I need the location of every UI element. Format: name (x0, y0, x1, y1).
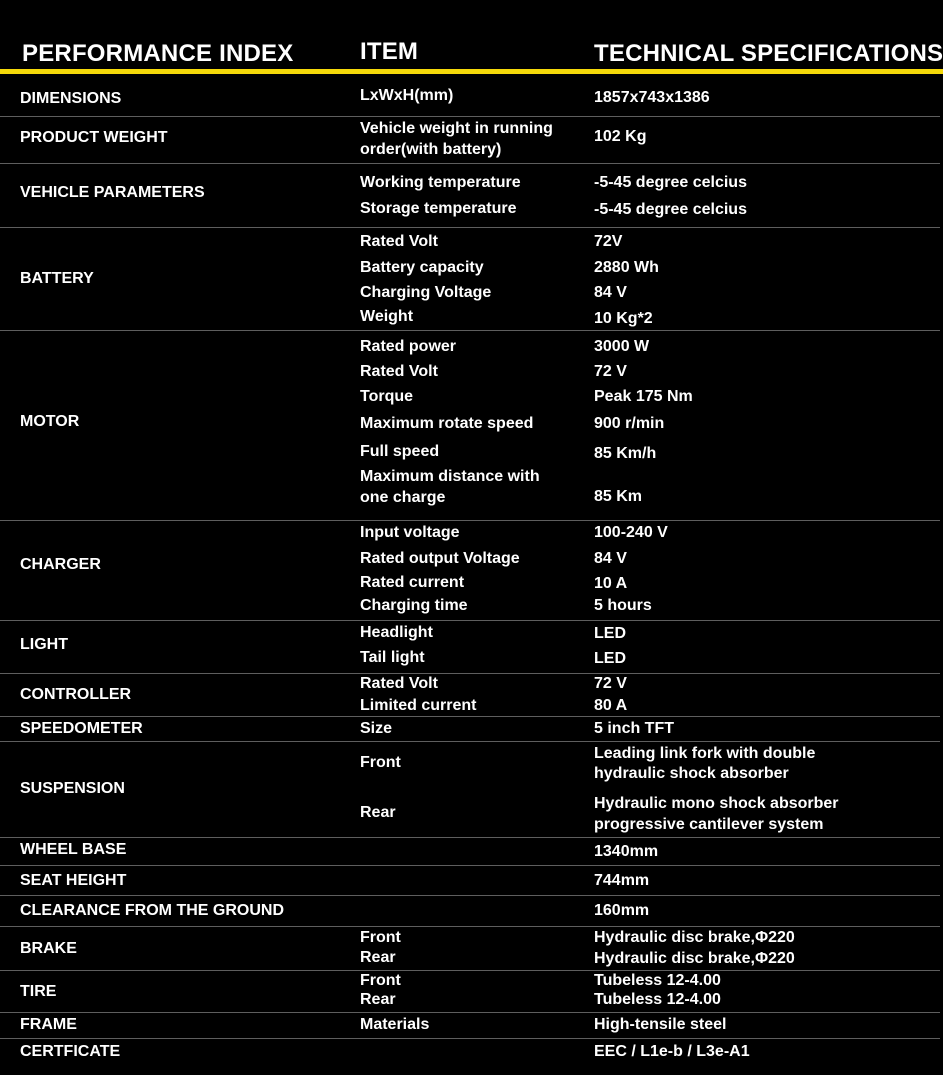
item-label: Charging time (360, 597, 468, 614)
item-label: Rated current (360, 574, 465, 591)
section-label: MOTOR (20, 413, 80, 430)
item-label: Working temperature (360, 174, 521, 191)
item-label: Battery capacity (360, 259, 484, 276)
spec-value: 10 Kg*2 (594, 310, 653, 327)
spec-value: 10 A (594, 575, 628, 592)
item-label: Materials (360, 1016, 430, 1033)
row-divider (0, 837, 940, 838)
spec-value: 744mm (594, 872, 650, 889)
item-label: Rated Volt (360, 233, 438, 250)
spec-value: 1340mm (594, 843, 659, 860)
spec-value: EEC / L1e-b / L3e-A1 (594, 1043, 750, 1060)
spec-value: Tubeless 12-4.00 (594, 991, 721, 1008)
item-label: Rated output Voltage (360, 550, 520, 567)
item-label: Maximum distance with (360, 468, 540, 485)
row-divider (0, 926, 940, 927)
row-divider (0, 227, 940, 228)
spec-value: LED (594, 625, 626, 642)
spec-value: 72V (594, 233, 623, 250)
section-label: PRODUCT WEIGHT (20, 129, 168, 146)
spec-value: Leading link fork with double (594, 745, 816, 762)
section-label: DIMENSIONS (20, 90, 122, 107)
row-divider (0, 895, 940, 896)
spec-value: 100-240 V (594, 524, 668, 541)
spec-value: 84 V (594, 284, 627, 301)
item-label: Front (360, 754, 401, 771)
row-divider (0, 520, 940, 521)
item-label: Torque (360, 388, 414, 405)
spec-value: 72 V (594, 675, 627, 692)
section-label: BATTERY (20, 270, 94, 287)
item-label: order(with battery) (360, 141, 502, 158)
item-label: Front (360, 972, 401, 989)
section-label: SPEEDOMETER (20, 720, 143, 737)
spec-value: 5 inch TFT (594, 720, 674, 737)
item-label: Rear (360, 991, 396, 1008)
row-divider (0, 620, 940, 621)
item-label: Full speed (360, 443, 440, 460)
item-label: Rear (360, 949, 396, 966)
spec-value: Tubeless 12-4.00 (594, 972, 721, 989)
section-label: VEHICLE PARAMETERS (20, 184, 205, 201)
item-label: Rated Volt (360, 675, 438, 692)
item-label: Rated Volt (360, 363, 438, 380)
item-label: LxWxH(mm) (360, 87, 454, 104)
spec-value: 2880 Wh (594, 259, 659, 276)
item-label: one charge (360, 489, 446, 506)
spec-value: 85 Km/h (594, 445, 657, 462)
header-performance-index: PERFORMANCE INDEX (22, 40, 294, 67)
spec-value: 5 hours (594, 597, 652, 614)
spec-value: progressive cantilever system (594, 816, 824, 833)
spec-value: Hydraulic disc brake,Φ220 (594, 929, 795, 946)
row-divider (0, 741, 940, 742)
item-label: Storage temperature (360, 200, 517, 217)
spec-value: 85 Km (594, 488, 643, 505)
item-label: Limited current (360, 697, 477, 714)
spec-value: 900 r/min (594, 415, 665, 432)
header-item: ITEM (360, 38, 419, 65)
row-divider (0, 1012, 940, 1013)
item-label: Vehicle weight in running (360, 120, 553, 137)
section-label: TIRE (20, 983, 57, 1000)
item-label: Headlight (360, 624, 433, 641)
item-label: Tail light (360, 649, 425, 666)
item-label: Rated power (360, 338, 457, 355)
section-label: FRAME (20, 1016, 77, 1033)
spec-value: LED (594, 650, 626, 667)
spec-value: 1857x743x1386 (594, 89, 710, 106)
spec-value: Hydraulic mono shock absorber (594, 795, 839, 812)
spec-value: 72 V (594, 363, 627, 380)
row-divider (0, 865, 940, 866)
header-accent-bar (0, 69, 943, 74)
section-label: LIGHT (20, 636, 68, 653)
spec-value: 84 V (594, 550, 627, 567)
item-label: Charging Voltage (360, 284, 492, 301)
item-label: Maximum rotate speed (360, 415, 534, 432)
spec-value: -5-45 degree celcius (594, 174, 747, 191)
row-divider (0, 716, 940, 717)
spec-value: 3000 W (594, 338, 650, 355)
row-divider (0, 970, 940, 971)
item-label: Rear (360, 804, 396, 821)
row-divider (0, 1038, 940, 1039)
item-label: Input voltage (360, 524, 460, 541)
spec-value: Hydraulic disc brake,Φ220 (594, 950, 795, 967)
row-divider (0, 673, 940, 674)
section-label: CONTROLLER (20, 686, 132, 703)
spec-value: Peak 175 Nm (594, 388, 693, 405)
item-label: Front (360, 929, 401, 946)
section-label: BRAKE (20, 940, 77, 957)
spec-value: hydraulic shock absorber (594, 765, 789, 782)
spec-value: High-tensile steel (594, 1016, 727, 1033)
section-label: CLEARANCE FROM THE GROUND (20, 902, 284, 919)
spec-value: 160mm (594, 902, 650, 919)
section-label: CERTFICATE (20, 1043, 121, 1060)
spec-value: -5-45 degree celcius (594, 201, 747, 218)
item-label: Size (360, 720, 393, 737)
table-header (0, 0, 943, 70)
row-divider (0, 163, 940, 164)
section-label: SUSPENSION (20, 780, 125, 797)
section-label: SEAT HEIGHT (20, 872, 127, 889)
spec-value: 102 Kg (594, 128, 647, 145)
header-technical-specifications: TECHNICAL SPECIFICATIONS (594, 40, 943, 67)
row-divider (0, 116, 940, 117)
row-divider (0, 330, 940, 331)
spec-value: 80 A (594, 697, 628, 714)
section-label: WHEEL BASE (20, 841, 127, 858)
item-label: Weight (360, 308, 414, 325)
section-label: CHARGER (20, 556, 101, 573)
